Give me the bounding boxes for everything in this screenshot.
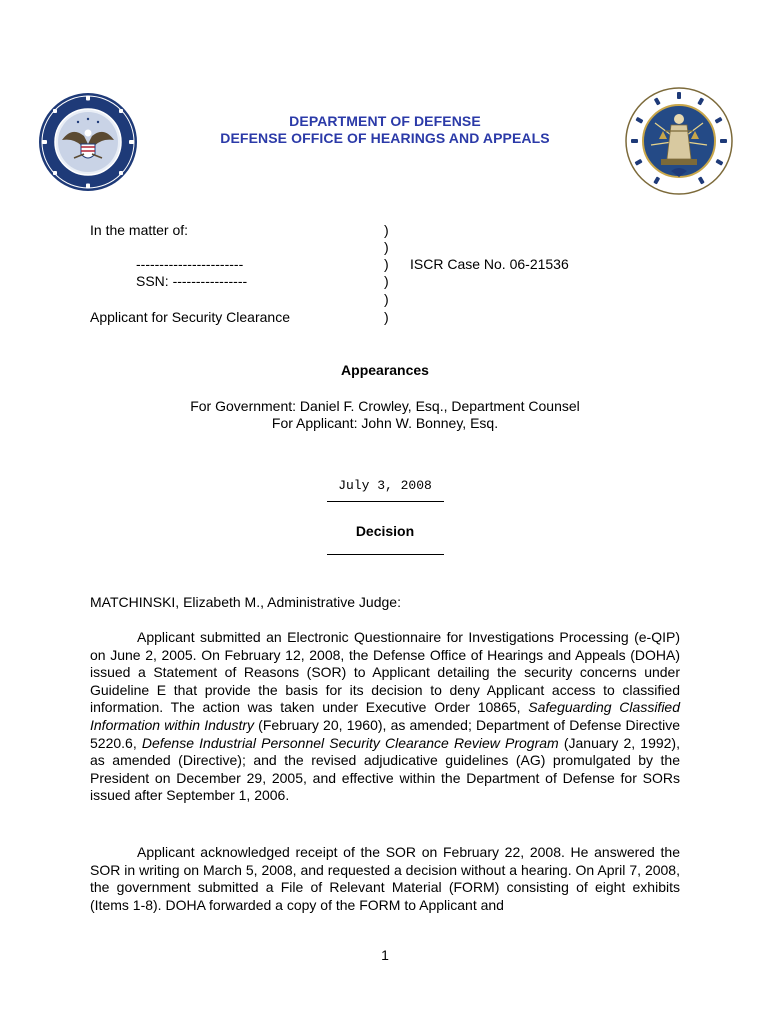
paragraph-1-text: (January 2, 1992), as amended (Directive); and the revised adjudicative guidelines (AG) promulgated by the President on December 29, 2005, and effective within the Department of Defense for SORs issued after September 1, 2006. — [90, 734, 680, 804]
caption-paren: ) — [384, 291, 389, 307]
applicant-name-redacted: ----------------------- — [136, 256, 244, 272]
caption-paren: ) — [384, 239, 389, 255]
decision-heading: Decision — [355, 523, 415, 539]
caption-paren: ) — [384, 256, 389, 272]
paragraph-1-text: (February 20, 1960), as amended; Department of Defense Directive 5220.6, — [90, 716, 680, 751]
paragraph-1 — [90, 629, 680, 805]
judge-line: MATCHINSKI, Elizabeth M., Administrative Judge: — [90, 594, 401, 610]
ssn-redacted: SSN: ---------------- — [136, 273, 248, 289]
divider-rule — [327, 554, 444, 555]
header-agency-name: DEPARTMENT OF DEFENSE — [289, 113, 481, 129]
caption-paren: ) — [384, 273, 389, 289]
paragraph-1-italic: Safeguarding Classified Information within Industry — [90, 699, 680, 733]
divider-rule — [327, 501, 444, 502]
paragraph-1-text: Applicant submitted an Electronic Questionnaire for Investigations Processing (e-QIP) on June 2, 2005. On February 12, 2008, the Defense Office of Hearings and Appeals (DOHA) issued a Statement of Reasons (SOR) to Applicant detailing the security concerns under Guideline E that provide the basis for its decision to deny Applicant access to classified information. The action was taken under Executive Order 10865, — [90, 629, 680, 716]
case-number: ISCR Case No. 06-21536 — [410, 256, 569, 272]
applicant-label: Applicant for Security Clearance — [90, 309, 290, 325]
appearances-heading: Appearances — [341, 362, 429, 378]
decision-date: July 3, 2008 — [338, 478, 432, 493]
caption-paren: ) — [384, 309, 389, 325]
paragraph-1-italic: Defense Industrial Personnel Security Clearance Review Program — [141, 734, 559, 751]
paragraph-2: Applicant acknowledged receipt of the SOR on February 22, 2008. He answered the SOR in writing on March 5, 2008, and requested a decision without a hearing. On April 7, 2008, the government submitted a File of Relevant Material (FORM) consisting of eight exhibits (Items 1-8). DOHA forwarded a copy of the FORM to Applicant and — [90, 844, 680, 913]
header-office-name: DEFENSE OFFICE OF HEARINGS AND APPEALS — [220, 130, 550, 146]
page-number: 1 — [381, 947, 389, 963]
government-counsel: For Government: Daniel F. Crowley, Esq., Department Counsel — [190, 398, 580, 414]
applicant-counsel: For Applicant: John W. Bonney, Esq. — [271, 415, 499, 431]
caption-paren: ) — [384, 222, 389, 238]
in-matter-of-label: In the matter of: — [90, 222, 189, 238]
